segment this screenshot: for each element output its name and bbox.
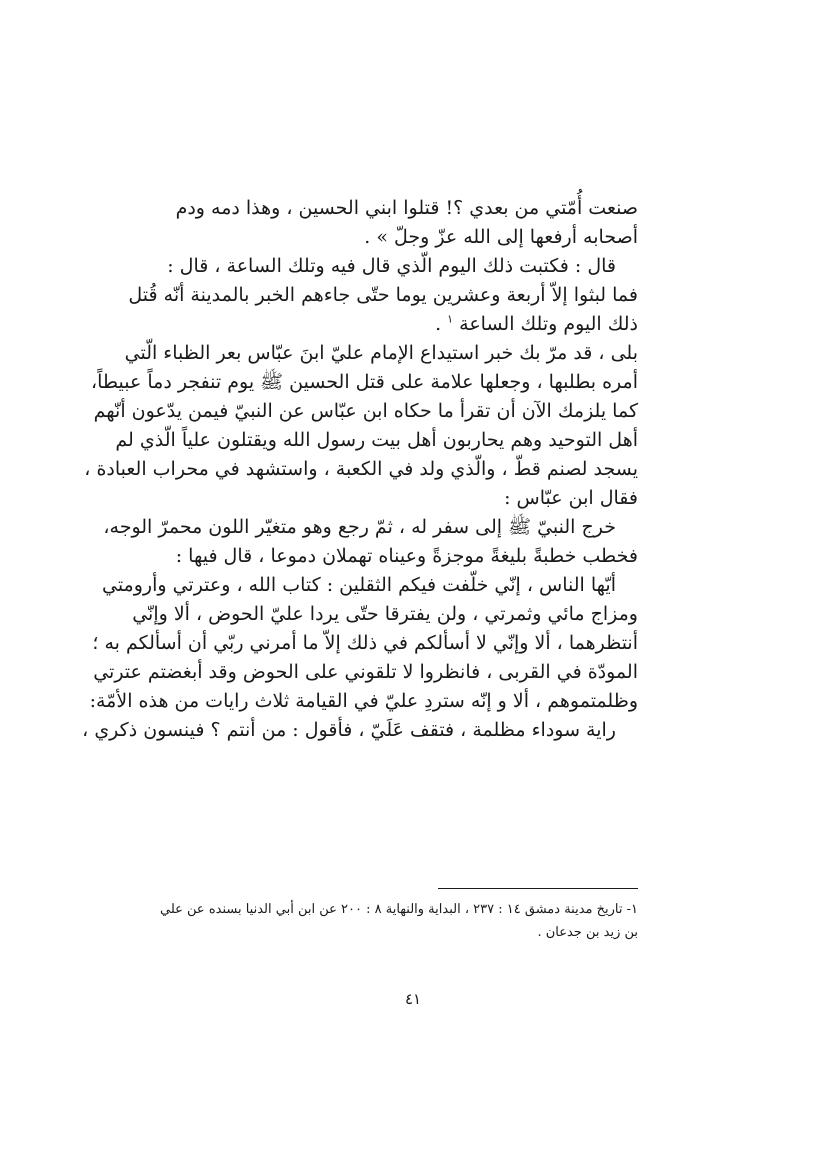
narration-end-punct: . bbox=[435, 313, 448, 335]
account-line-1: خرج النبيّ ﷺ إلى سفر له ، ثمّ رجع وهو متغيّر اللون محمرّ الوجه، bbox=[103, 516, 616, 538]
narration-line-3 bbox=[186, 310, 638, 339]
narration-line-1: قال : فكتبت ذلك اليوم الّذي قال فيه وتلك الساعة ، قال : bbox=[167, 255, 616, 277]
footnote-line-1: ١- تاريخ مدينة دمشق ١٤ : ٢٣٧ ، البداية والنهاية ٨ : ٢٠٠ عن ابن أبي الدنيا بسنده عن علي bbox=[160, 902, 638, 917]
quote-line-2: أصحابه أرفعها إلى الله عزّ وجلّ » . bbox=[364, 226, 638, 248]
comment-line-1: بلى ، قد مرّ بك خبر استيداع الإمام عليّ ابنَ عبّاس بعر الظباء الّتي bbox=[124, 342, 638, 364]
comment-line-3: كما يلزمك الآن أن تقرأ ما حكاه ابن عبّاس عن النبيّ فيمن يدّعون أنّهم bbox=[93, 400, 638, 422]
narration-line-3-text: ذلك اليوم وتلك الساعة bbox=[459, 313, 638, 335]
narration-line-2: فما لبثوا إلاّ أربعة وعشرين يوما حتّى جاءهم الخبر بالمدينة أنّه قُتل bbox=[128, 284, 638, 306]
footnote-divider bbox=[438, 888, 638, 889]
account-line-2: فخطب خطبةً بليغةً موجزةً وعيناه تهملان دموعا ، قال فيها : bbox=[175, 545, 638, 567]
sermon-line-3: أنتظرهما ، ألا وإنّي لا أسألكم في ذلك إلاّ ما أمرني ربّي أن أسألكم به ؛ bbox=[92, 632, 638, 654]
main-text bbox=[82, 194, 638, 745]
sermon-line-5: وظلمتموهم ، ألا و إنّه ستردِ عليّ في القيامة ثلاث رايات من هذه الأمّة: bbox=[89, 690, 638, 712]
sermon-line-1: أيّها الناس ، إنّي خلّفت فيكم الثقلين : كتاب الله ، وعترتي وأرومتي bbox=[101, 574, 616, 596]
quote-line-1: صنعت أُمّتي من بعدي ؟! قتلوا ابني الحسين ، وهذا دمه ودم bbox=[175, 197, 638, 219]
sermon-line-4: المودّة في القربى ، فانظروا لا تلقوني على الحوض وقد أبغضتم عترتي bbox=[93, 661, 638, 683]
comment-line-5: يسجد لصنم قطّ ، والّذي ولد في الكعبة ، واستشهد في محراب العبادة ، bbox=[84, 458, 638, 480]
footnote-line-2: بن زيد بن جدعان . bbox=[537, 925, 638, 940]
sermon-line-2: ومزاج مائي وثمرتي ، ولن يفترقا حتّى يردا عليّ الحوض ، ألا وإنّي bbox=[132, 603, 638, 625]
footnote bbox=[160, 898, 638, 944]
footnote-marker: ١ bbox=[447, 312, 454, 326]
page-number: ٤١ bbox=[404, 990, 422, 1008]
comment-line-6: فقال ابن عبّاس : bbox=[504, 487, 638, 509]
sermon-line-6: راية سوداء مظلمة ، فتقف عَلَيّ ، فأقول : من أنتم ؟ فينسون ذكري ، bbox=[82, 719, 616, 741]
comment-line-4: أهل التوحيد وهم يحاربون أهل بيت رسول الله ويقتلون علياً الّذي لم bbox=[115, 429, 638, 451]
comment-line-2: أمره بطلبها ، وجعلها علامة على قتل الحسين ﷺ يوم تنفجر دماً عبيطاً، bbox=[91, 371, 638, 393]
